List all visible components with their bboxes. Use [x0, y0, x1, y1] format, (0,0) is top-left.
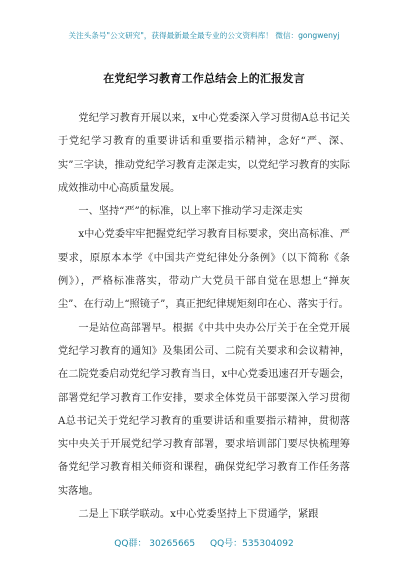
section-heading: 一、坚持“严”的标准，以上率下推动学习走深走实	[78, 206, 303, 218]
body-paragraph: 一是站位高部署早。根据《中共中央办公厅关于在全党开展党纪学习教育的通知》及集团公司、二院有关要求和会议精神，在二院党委启动党纪学习教育当日，x中心党委迅速召开专题会，部署党纪学习教育工作安排，要求全体党员干部要深入学习贯彻A总书记关于党纪学习教育的重要讲话和重要指示精神，贯彻落实中央关于开展党纪学习教育部署，要求培训部门要尽快梳理筹备党纪学习教育相关师资和课程，确保党纪学习教育工作任务落实落地。	[58, 322, 350, 497]
qq-group: QQ群： 30265665	[114, 539, 196, 549]
promo-banner: 关注头条号"公文研究"，获得最新最全最专业的公文资料库！ 微信：gongwenyj	[68, 31, 340, 40]
body-paragraph: x中心党委牢牢把握党纪学习教育目标要求，突出高标准、严要求，原原本本学《中国共产党纪律处分条例》（以下简称《条例》），严格标准落实，带动广大党员干部自觉在思想上“掸灰尘”、在行动上“照镜子”，真正把纪律规矩刻印在心、落实于行。	[58, 229, 350, 311]
intro-paragraph: 党纪学习教育开展以来，x中心党委深入学习贯彻A总书记关于党纪学习教育的重要讲话和重要指示精神，念好“严、深、实”三字诀，推动党纪学习教育走深走实，以党纪学习教育的实际成效推动中心高质量发展。	[58, 113, 350, 194]
body-paragraph: 二是上下联学联动。x中心党委坚持上下贯通学，紧跟	[78, 509, 319, 521]
document-body	[58, 107, 350, 526]
page-title: 在党纪学习教育工作总结会上的汇报发言	[103, 72, 305, 85]
qq-number: QQ号：535304092	[210, 539, 294, 549]
footer-contact	[0, 536, 408, 549]
